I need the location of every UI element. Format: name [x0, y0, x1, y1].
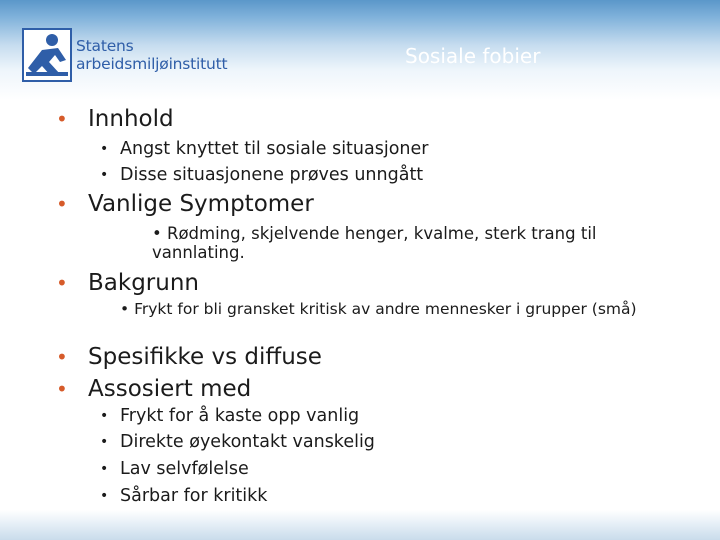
logo-text: [76, 37, 227, 73]
bullet-dot: •: [56, 271, 68, 295]
sub-bullet-text: Angst knyttet til sosiale situasjoner: [120, 139, 429, 159]
footer-bar: [0, 510, 720, 540]
sub-bullet-dot: •: [100, 141, 109, 157]
sub-bullet-text: Frykt for å kaste opp vanlig: [120, 406, 360, 426]
logo-line-1: Statens: [76, 37, 134, 55]
bullet-dot: •: [56, 192, 68, 216]
sub-bullet-text: Frykt for bli gransket kritisk av andre mennesker i grupper (små): [134, 300, 637, 318]
sub-bullet-dot: •: [100, 461, 109, 477]
sub-bullet-text: Lav selvfølelse: [120, 459, 249, 479]
sub-bullet: [100, 165, 424, 185]
sub-bullet-dot: •: [100, 488, 109, 504]
bullet-dot: •: [56, 107, 68, 131]
sub-bullet-dot: •: [152, 224, 162, 243]
logo: [22, 28, 227, 82]
slide-header: [0, 0, 720, 100]
sub-bullet: [100, 486, 268, 506]
sub-bullet: [100, 459, 249, 479]
bullet-heading: Spesifikke vs diffuse: [88, 344, 322, 370]
logo-line-2: arbeidsmiljøinstitutt: [76, 55, 228, 73]
sub-bullet: [100, 139, 429, 159]
sub-bullet-text: Sårbar for kritikk: [120, 486, 268, 506]
sub-bullet-dot: •: [100, 434, 109, 450]
slide-title: Sosiale fobier: [405, 44, 541, 68]
bullet-heading: Innhold: [88, 106, 174, 132]
sub-bullet-dot: •: [120, 300, 130, 318]
bullet-dot: •: [56, 345, 68, 369]
sub-bullet-text: Rødming, skjelvende henger, kvalme, sterk trang til vannlating.: [152, 224, 597, 262]
sub-bullet: [100, 432, 375, 452]
bullet-heading: Assosiert med: [88, 376, 252, 402]
sub-bullet-dot: •: [100, 408, 109, 424]
bullet-heading: Vanlige Symptomer: [88, 191, 314, 217]
bullet-dot: •: [56, 377, 68, 401]
sub-bullet-text: Direkte øyekontakt vanskelig: [120, 432, 375, 452]
sub-bullet-text: Disse situasjonene prøves unngått: [120, 165, 424, 185]
sub-bullet: [152, 224, 662, 262]
sub-bullet: [120, 300, 660, 319]
sub-bullet: [100, 406, 360, 426]
sub-bullet-dot: •: [100, 167, 109, 183]
logo-icon: [22, 28, 72, 82]
bullet-heading: Bakgrunn: [88, 270, 199, 296]
